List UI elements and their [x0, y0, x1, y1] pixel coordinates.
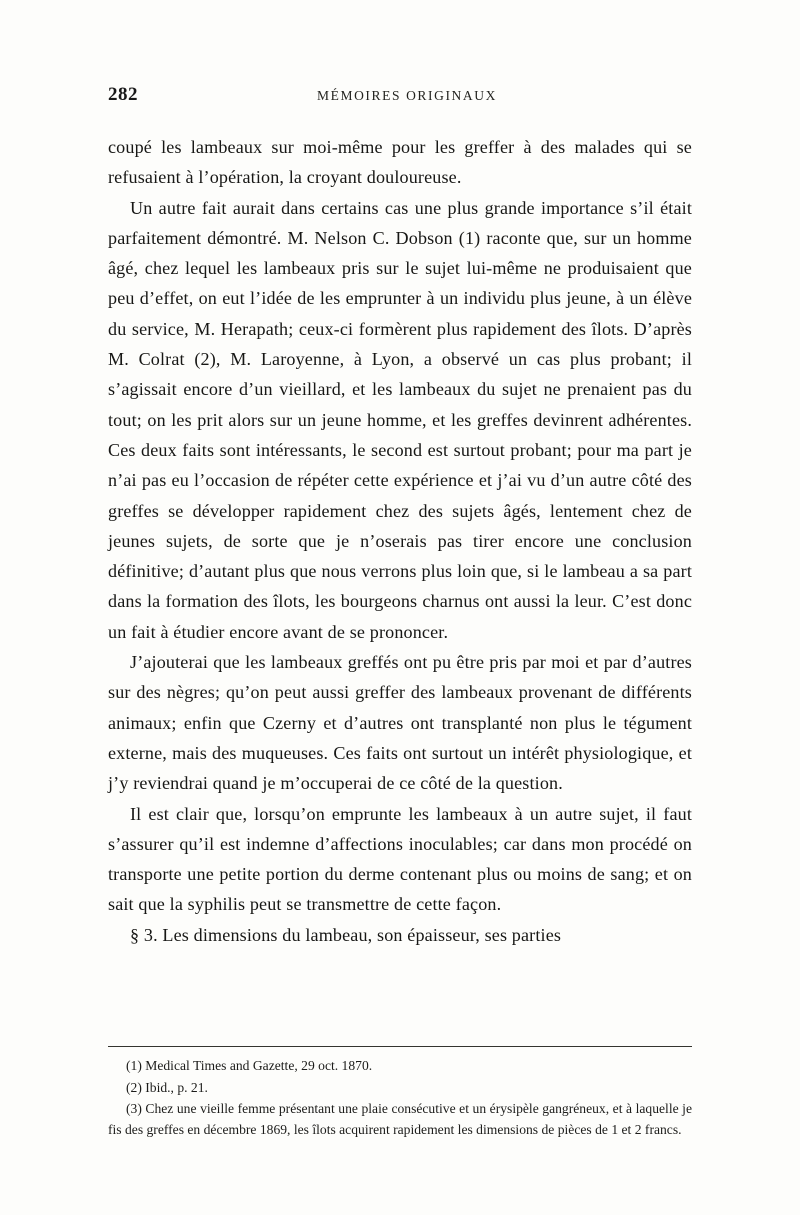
footnotes — [108, 1056, 692, 1141]
paragraph: coupé les lambeaux sur moi-même pour les greffer à des malades qui se refusaient à l’opération, la croyant douloureuse. — [108, 137, 692, 188]
page-content — [108, 84, 692, 950]
page-number: 282 — [108, 84, 138, 105]
paragraph: Un autre fait aurait dans certains cas une plus grande importance s’il était parfaitement démontré. M. Nelson C. Dobson (1) raconte que, sur un homme âgé, chez lequel les lambeaux pris sur le sujet lui-même ne produisaient que peu d’effet, on eut l’idée de les emprunter à un individu plus jeune, à un élève du service, M. Herapath; ceux-ci formèrent plus rapidement des îlots. D’après M. Colrat (2), M. Laroyenne, à Lyon, a observé un cas plus probant; il s’agissait encore d’un vieillard, et les lambeaux du sujet ne prenaient pas du tout; on les prit alors sur un jeune homme, et les greffes devinrent adhérentes. Ces deux faits sont intéressants, le second est surtout probant; pour ma part je n’ai pas eu l’occasion de répéter cette expérience et j’ai vu d’un autre côté des greffes se développer rapidement chez des sujets âgés, lentement chez de jeunes sujets, de sorte que je n’oserais pas tirer encore une conclusion définitive; d’autant plus que nous verrons plus loin que, si le lambeau a sa part dans la formation des îlots, les bourgeons charnus ont aussi la leur. C’est donc un fait à étudier encore avant de se prononcer. — [108, 197, 692, 642]
section-heading-paragraph: § 3. Les dimensions du lambeau, son épaisseur, ses parties — [130, 924, 562, 945]
paragraph: Il est clair que, lorsqu’on emprunte les lambeaux à un autre sujet, il faut s’assurer qu’il est indemne d’affections inoculables; car dans mon procédé on transporte une petite portion du derme contenant plus ou moins de sang; et on sait que la syphilis peut se transmettre de cette façon. — [108, 803, 692, 915]
running-title: MÉMOIRES ORIGINAUX — [317, 88, 497, 103]
footnote-3: (3) Chez une vieille femme présentant une plaie consécutive et un érysipèle gangréneux, et à laquelle je fis des greffes en décembre 1869, les îlots acquirent rapidement les dimensions de pièces de 1 et 2 francs. — [108, 1101, 692, 1137]
footnote-2: (2) Ibid., p. 21. — [126, 1079, 208, 1095]
body-text — [108, 132, 692, 950]
paragraph: J’ajouterai que les lambeaux greffés ont pu être pris par moi et par d’autres sur des nègres; qu’on peut aussi greffer des lambeaux provenant de différents animaux; enfin que Czerny et d’autres ont transplanté non plus le tégument externe, mais des muqueuses. Ces faits ont surtout un intérêt physiologique, et j’y reviendrai quand je m’occuperai de ce côté de la question. — [108, 652, 692, 794]
footnote-divider — [108, 1046, 692, 1047]
footnote-1: (1) Medical Times and Gazette, 29 oct. 1870. — [126, 1058, 373, 1073]
running-head — [108, 84, 692, 110]
